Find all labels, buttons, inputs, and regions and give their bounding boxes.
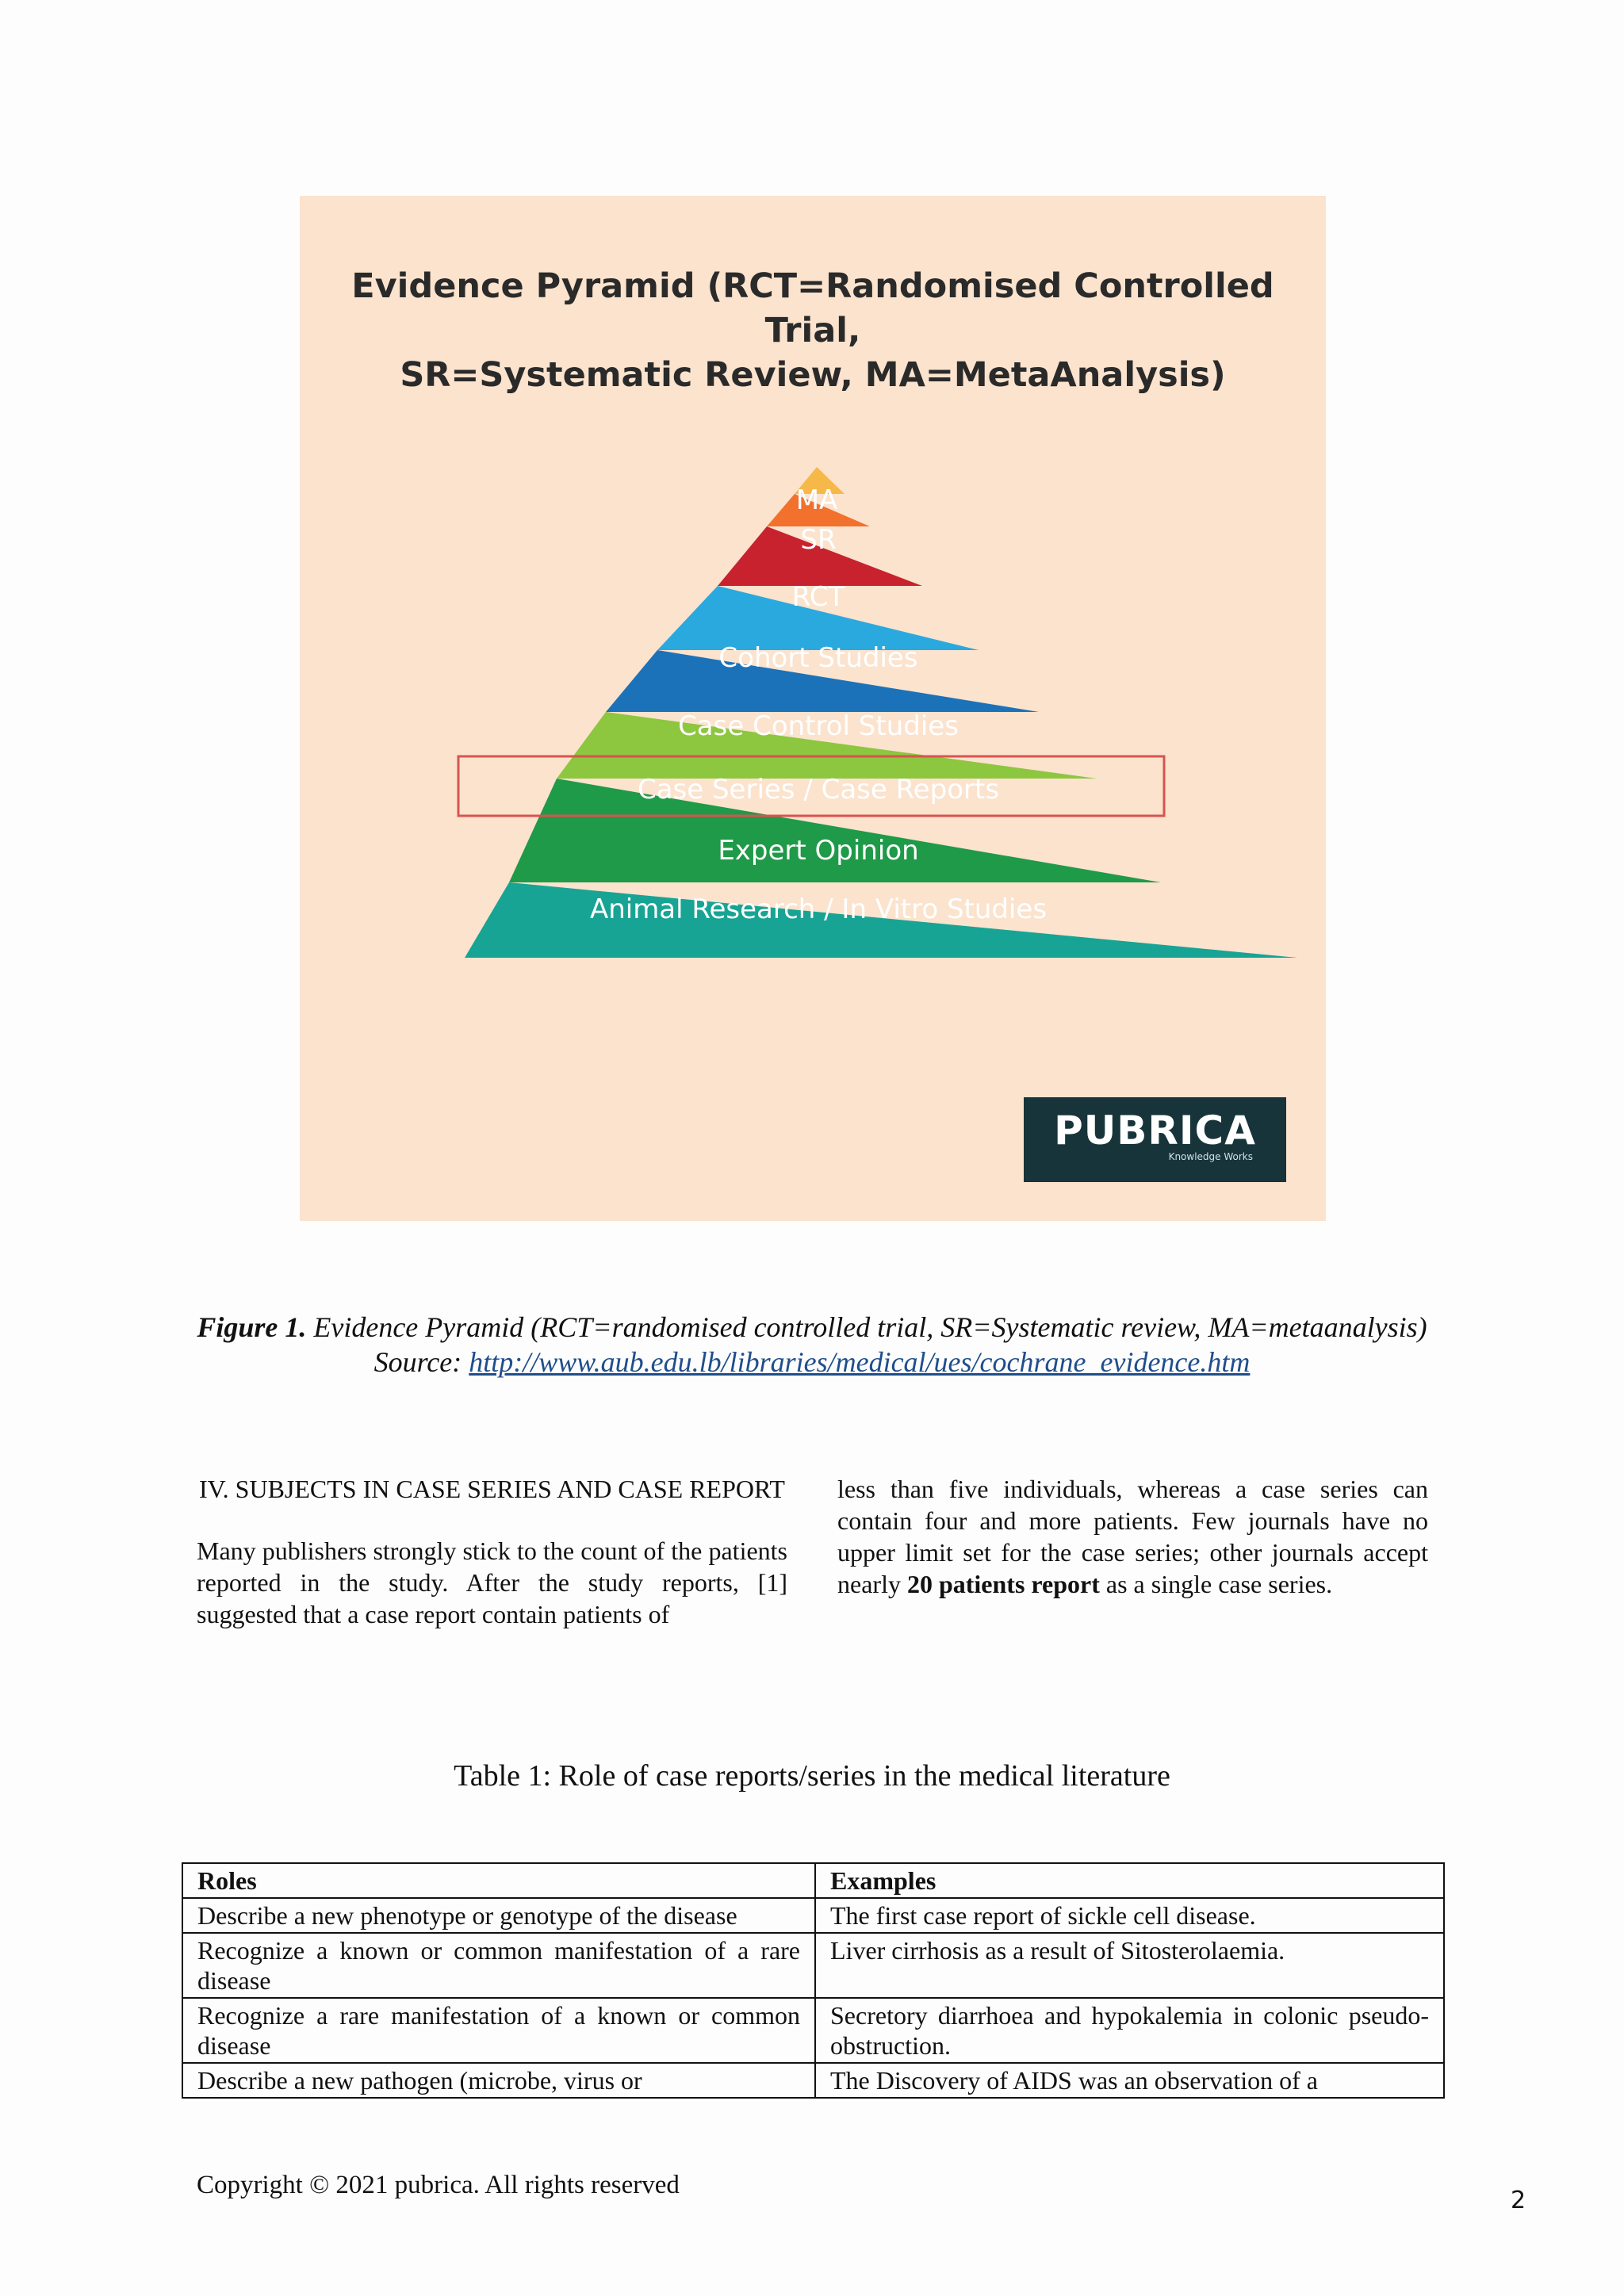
logo-tagline: Knowledge Works bbox=[1168, 1151, 1253, 1162]
pyramid-label-animal-research: Animal Research / In Vitro Studies bbox=[589, 894, 1048, 925]
table-header-row bbox=[182, 1863, 1444, 1898]
table-cell-role: Describe a new pathogen (microbe, virus or bbox=[182, 2063, 815, 2098]
roles-table bbox=[182, 1862, 1445, 2099]
pyramid-label-ma: MA bbox=[795, 484, 838, 516]
header-roles: Roles bbox=[182, 1863, 815, 1898]
pyramid-label-sr: SR bbox=[800, 524, 837, 556]
pyramid-diagram bbox=[300, 196, 1326, 1221]
pyramid-label-case-series: Case Series / Case Reports bbox=[637, 774, 1000, 806]
logo-wordmark: PUBRICA bbox=[1054, 1108, 1256, 1154]
right-column bbox=[837, 1473, 1428, 1600]
figure-label: Figure 1. bbox=[197, 1311, 307, 1343]
table-row bbox=[182, 1998, 1444, 2063]
left-paragraph: Many publishers strongly stick to the count of the patients reported in the study. After the study reports, [1] suggested that a case report contain patients of bbox=[197, 1536, 787, 1628]
copyright-footer: Copyright © 2021 pubrica. All rights reserved bbox=[197, 2171, 680, 2199]
table-cell-example: Secretory diarrhoea and hypokalemia in colonic pseudo-obstruction. bbox=[815, 1998, 1444, 2063]
right-paragraph-text-b: as a single case series. bbox=[1099, 1570, 1333, 1598]
pyramid-label-cohort: Cohort Studies bbox=[718, 642, 918, 674]
right-paragraph-bold: 20 patients report bbox=[906, 1570, 1100, 1598]
table-row bbox=[182, 2063, 1444, 2098]
pyramid-label-expert-opinion: Expert Opinion bbox=[718, 835, 919, 867]
table-cell-example: The Discovery of AIDS was an observation of a bbox=[815, 2063, 1444, 2098]
table-cell-role: Recognize a rare manifestation of a known or common disease bbox=[182, 1998, 815, 2063]
figure-caption bbox=[159, 1310, 1465, 1380]
left-column bbox=[197, 1473, 787, 1630]
header-examples: Examples bbox=[815, 1863, 1444, 1898]
table-row bbox=[182, 1933, 1444, 1998]
source-link[interactable]: http://www.aub.edu.lb/libraries/medical/ues/cochrane_evidence.htm bbox=[469, 1346, 1251, 1378]
pubrica-logo bbox=[1024, 1097, 1286, 1182]
right-paragraph-text-a: less than five individuals, whereas a case series can contain four and more patients. Few journals have no upper limit set for the case series; other journals accept nearly bbox=[837, 1475, 1428, 1598]
page-number: 2 bbox=[1511, 2187, 1526, 2214]
caption-text: Evidence Pyramid (RCT=randomised controlled trial, SR=Systematic review, MA=metaanalysis) Source: bbox=[306, 1311, 1427, 1378]
figure-title-line-2: SR=Systematic Review, MA=MetaAnalysis) bbox=[400, 355, 1226, 395]
section-heading: IV. SUBJECTS IN CASE SERIES AND CASE REPORT bbox=[199, 1475, 785, 1503]
table-cell-example: The first case report of sickle cell disease. bbox=[815, 1898, 1444, 1933]
table-row bbox=[182, 1898, 1444, 1933]
table-caption: Table 1: Role of case reports/series in the medical literature bbox=[454, 1759, 1170, 1793]
table-cell-role: Describe a new phenotype or genotype of the disease bbox=[182, 1898, 815, 1933]
figure-title-line-1: Evidence Pyramid (RCT=Randomised Controlled Trial, bbox=[351, 266, 1274, 350]
right-paragraph bbox=[837, 1473, 1428, 1600]
pyramid-label-rct: RCT bbox=[791, 581, 845, 613]
table-cell-example: Liver cirrhosis as a result of Sitosterolaemia. bbox=[815, 1933, 1444, 1998]
pyramid-label-case-control: Case Control Studies bbox=[678, 710, 959, 742]
table-cell-role: Recognize a known or common manifestation of a rare disease bbox=[182, 1933, 815, 1998]
evidence-pyramid-figure bbox=[300, 196, 1326, 1221]
